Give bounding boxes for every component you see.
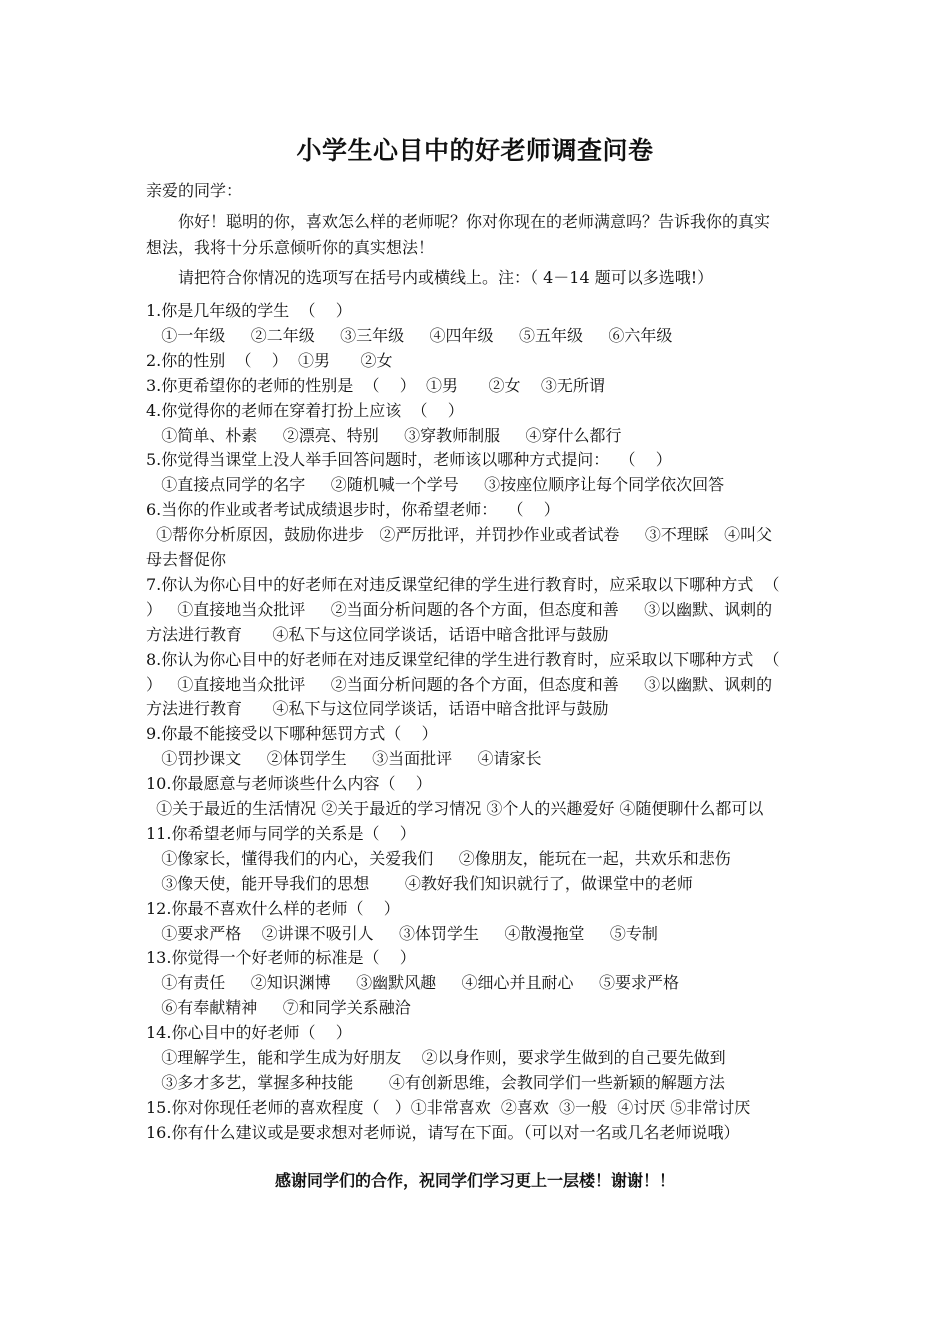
- question-line: ①帮你分析原因，鼓励你进步 ②严厉批评，并罚抄作业或者试卷 ③不理睬 ④叫父: [146, 525, 773, 545]
- question-line: ①要求严格 ②讲课不吸引人 ③体罚学生 ④散漫拖堂 ⑤专制: [146, 923, 658, 943]
- question-line: 8.你认为你心目中的好老师在对违反课堂纪律的学生进行教育时，应采取以下哪种方式 （: [146, 649, 780, 669]
- question-line: 9.你最不能接受以下哪种惩罚方式（ ）: [146, 724, 438, 744]
- question-line: ⑥有奉献精神 ⑦和同学关系融洽: [146, 998, 411, 1018]
- question-line: 11.你希望老师与同学的关系是（ ）: [146, 823, 416, 843]
- greeting: 亲爱的同学：: [146, 181, 243, 200]
- question-line: 12.你最不喜欢什么样的老师（ ）: [146, 898, 400, 918]
- question-line: 2.你的性别 （ ） ①男 ②女: [146, 350, 393, 370]
- question-line: 4.你觉得你的老师在穿着打扮上应该 （ ）: [146, 400, 464, 420]
- question-line: 3.你更希望你的老师的性别是 （ ） ①男 ②女 ③无所谓: [146, 375, 605, 395]
- question-line: ①理解学生，能和学生成为好朋友 ②以身作则，要求学生做到的自己要先做到: [146, 1048, 726, 1067]
- question-line: ①罚抄课文 ②体罚学生 ③当面批评 ④请家长: [146, 749, 542, 769]
- instruction: 请把符合你情况的选项写在括号内或横线上。注：（ 4－14 题可以多选哦!）: [178, 268, 714, 287]
- page-title: 小学生心目中的好老师调查问卷: [296, 136, 654, 165]
- question-line: 15.你对你现任老师的喜欢程度（ ）①非常喜欢 ②喜欢 ③一般 ④讨厌 ⑤非常讨厌: [146, 1097, 751, 1117]
- question-line: ③像天使，能开导我们的思想 ④教好我们知识就行了，做课堂中的老师: [146, 873, 693, 893]
- question-line: 6.当你的作业或者考试成绩退步时，你希望老师： （ ）: [146, 500, 560, 520]
- question-line: 方法进行教育 ④私下与这位同学谈话，话语中暗含批评与鼓励: [146, 699, 609, 719]
- thanks-note: 感谢同学们的合作，祝同学们学习更上一层楼！谢谢！！: [274, 1171, 675, 1190]
- question-line: ①关于最近的生活情况 ②关于最近的学习情况 ③个人的兴趣爱好 ④随便聊什么都可以: [146, 799, 764, 818]
- question-line: 14.你心目中的好老师（ ）: [146, 1023, 352, 1043]
- question-line: ①像家长，懂得我们的内心，关爱我们 ②像朋友，能玩在一起，共欢乐和悲伤: [146, 848, 731, 868]
- question-line: 方法进行教育 ④私下与这位同学谈话，话语中暗含批评与鼓励: [146, 624, 609, 644]
- question-line: 5.你觉得当课堂上没人举手回答问题时，老师该以哪种方式提问： （ ）: [146, 450, 672, 470]
- question-line: 16.你有什么建议或是要求想对老师说，请写在下面。（可以对一名或几名老师说哦）: [146, 1122, 740, 1142]
- question-line: 13.你觉得一个好老师的标准是（ ）: [146, 948, 416, 968]
- question-line: ①简单、朴素 ②漂亮、特别 ③穿教师制服 ④穿什么都行: [146, 425, 622, 445]
- question-line: ①有责任 ②知识渊博 ③幽默风趣 ④细心并且耐心 ⑤要求严格: [146, 973, 679, 993]
- question-line: ③多才多艺，掌握多种技能 ④有创新思维，会教同学们一些新颖的解题方法: [146, 1072, 725, 1092]
- question-line: 1.你是几年级的学生 （ ）: [146, 301, 352, 320]
- question-line: ①直接点同学的名字 ②随机喊一个学号 ③按座位顺序让每个同学依次回答: [146, 475, 725, 495]
- question-line: 7.你认为你心目中的好老师在对违反课堂纪律的学生进行教育时，应采取以下哪种方式 （: [146, 574, 780, 594]
- intro-line-2: 想法，我将十分乐意倾听你的真实想法！: [146, 238, 435, 257]
- question-line: ） ①直接地当众批评 ②当面分析问题的各个方面，但态度和善 ③以幽默、讽刺的: [146, 599, 773, 619]
- intro-line-1: 你好！聪明的你，喜欢怎么样的老师呢？你对你现在的老师满意吗？告诉我你的真实: [178, 212, 771, 231]
- question-line: ①一年级 ②二年级 ③三年级 ④四年级 ⑤五年级 ⑥六年级: [146, 325, 673, 345]
- question-line: ） ①直接地当众批评 ②当面分析问题的各个方面，但态度和善 ③以幽默、讽刺的: [146, 674, 773, 694]
- question-line: 母去督促你: [146, 550, 227, 569]
- question-line: 10.你最愿意与老师谈些什么内容（ ）: [146, 774, 432, 794]
